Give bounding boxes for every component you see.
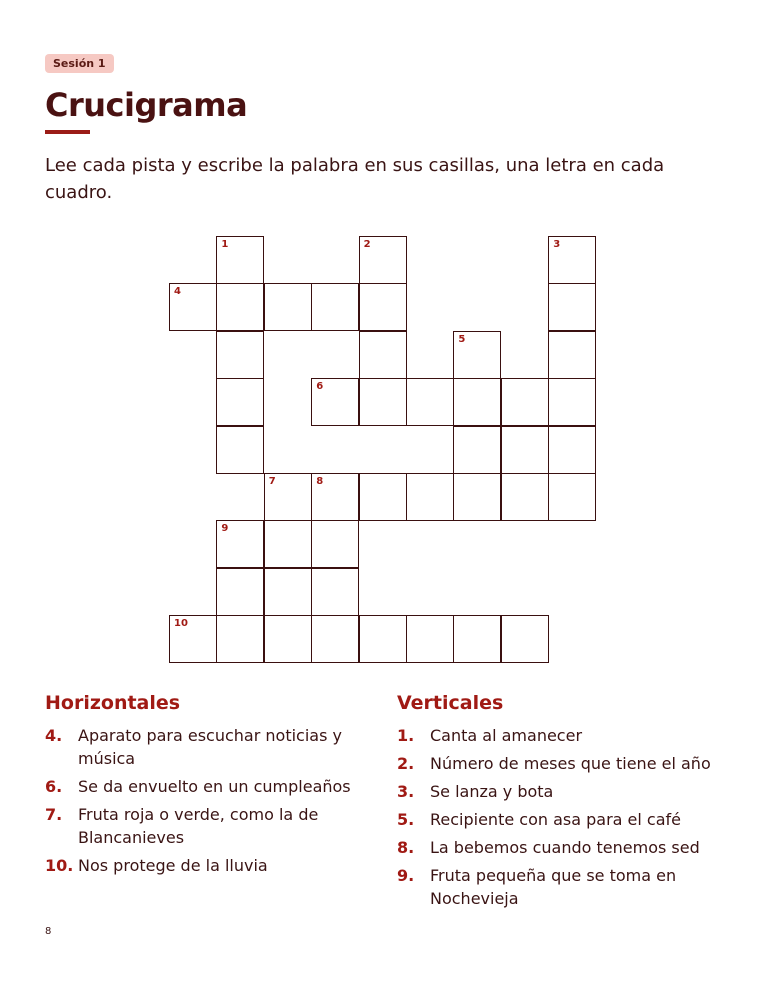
- clues-horizontal: [45, 692, 365, 882]
- clue-number: 8.: [397, 838, 415, 857]
- crossword-cell[interactable]: [216, 378, 264, 426]
- page-title: Crucigrama: [45, 86, 248, 124]
- crossword-cell[interactable]: [311, 283, 359, 331]
- cell-number: 8: [316, 476, 324, 487]
- crossword-cell[interactable]: [453, 426, 501, 474]
- crossword-cell[interactable]: [548, 331, 596, 379]
- clue-item: [397, 836, 727, 859]
- crossword-cell[interactable]: [453, 615, 501, 663]
- clue-number: 1.: [397, 726, 415, 745]
- clue-text: Número de meses que tiene el año: [430, 754, 711, 773]
- crossword-cell[interactable]: [406, 378, 454, 426]
- crossword-cell[interactable]: [548, 426, 596, 474]
- crossword-cell[interactable]: [216, 331, 264, 379]
- session-badge: Sesión 1: [45, 54, 114, 73]
- crossword-cell[interactable]: [359, 473, 407, 521]
- crossword-cell[interactable]: [501, 615, 549, 663]
- cell-number: 4: [174, 286, 181, 298]
- crossword-cell[interactable]: [264, 568, 312, 616]
- instructions: Lee cada pista y escribe la palabra en sus casillas, una letra en cada cuadro.: [45, 155, 665, 203]
- clue-item: [397, 780, 727, 803]
- crossword-cell[interactable]: [264, 473, 312, 521]
- crossword-cell[interactable]: [216, 426, 264, 474]
- crossword-cell[interactable]: [311, 615, 359, 663]
- clue-number: 3.: [397, 782, 415, 801]
- clue-item: [397, 724, 727, 747]
- crossword-cell[interactable]: [311, 473, 359, 521]
- clue-number: 4.: [45, 726, 63, 745]
- clue-number: 6.: [45, 777, 63, 796]
- clue-number: 7.: [45, 805, 63, 824]
- crossword-cell[interactable]: [501, 426, 549, 474]
- crossword-cell[interactable]: [264, 283, 312, 331]
- crossword-cell[interactable]: [169, 283, 217, 331]
- cell-number: 9: [221, 523, 229, 535]
- crossword-cell[interactable]: [548, 378, 596, 426]
- clues-horizontal-heading: Horizontales: [45, 692, 181, 714]
- crossword-cell[interactable]: [453, 378, 501, 426]
- crossword-cell[interactable]: [216, 568, 264, 616]
- title-underline: [45, 130, 90, 134]
- crossword-cell[interactable]: [264, 615, 312, 663]
- crossword-cell[interactable]: [501, 473, 549, 521]
- crossword-cell[interactable]: [264, 520, 312, 568]
- clue-number: 5.: [397, 810, 415, 829]
- crossword-cell[interactable]: [548, 473, 596, 521]
- clue-text: Nos protege de la lluvia: [78, 856, 268, 875]
- cell-number: 5: [458, 333, 466, 345]
- cell-number: 7: [268, 476, 276, 487]
- crossword-cell[interactable]: [359, 236, 407, 284]
- crossword-cell[interactable]: [359, 615, 407, 663]
- clue-item: [45, 854, 365, 877]
- clue-item: [397, 752, 727, 775]
- clue-text: Aparato para escuchar noticias y música: [78, 726, 342, 768]
- cell-number: 2: [363, 239, 371, 250]
- crossword-cell[interactable]: [216, 615, 264, 663]
- crossword-cell[interactable]: [501, 378, 549, 426]
- clue-item: [45, 803, 365, 849]
- crossword-cell[interactable]: [406, 473, 454, 521]
- crossword-cell[interactable]: [169, 615, 217, 663]
- crossword-cell[interactable]: [359, 283, 407, 331]
- clue-number: 10.: [45, 856, 74, 875]
- cell-number: 1: [221, 239, 229, 250]
- clue-text: Canta al amanecer: [430, 726, 583, 745]
- clue-text: Recipiente con asa para el café: [430, 810, 681, 829]
- clue-number: 9.: [397, 866, 415, 885]
- clue-text: Fruta roja o verde, como la de Blancanieves: [78, 805, 319, 847]
- cell-number: 10: [174, 618, 188, 630]
- cell-number: 3: [553, 239, 561, 250]
- crossword-cell[interactable]: [359, 378, 407, 426]
- crossword-cell[interactable]: [406, 615, 454, 663]
- crossword-cell[interactable]: [359, 331, 407, 379]
- clue-number: 2.: [397, 754, 415, 773]
- crossword-cell[interactable]: [311, 568, 359, 616]
- clues-vertical-heading: Verticales: [397, 692, 504, 714]
- clue-text: La bebemos cuando tenemos sed: [430, 838, 700, 857]
- crossword-cell[interactable]: [453, 473, 501, 521]
- crossword-cell[interactable]: [311, 520, 359, 568]
- clue-item: [397, 864, 727, 910]
- crossword-cell[interactable]: [311, 378, 359, 426]
- cell-number: 6: [316, 381, 324, 393]
- crossword-cell[interactable]: [216, 283, 264, 331]
- clues-vertical: [397, 692, 727, 915]
- page-number: 8: [45, 926, 52, 937]
- crossword-cell[interactable]: [548, 283, 596, 331]
- crossword-cell[interactable]: [453, 331, 501, 379]
- crossword-cell[interactable]: [216, 520, 264, 568]
- clue-text: Se lanza y bota: [430, 782, 554, 801]
- clue-item: [45, 775, 365, 798]
- clue-text: Se da envuelto en un cumpleaños: [78, 777, 351, 796]
- crossword-cell[interactable]: [216, 236, 264, 284]
- clue-text: Fruta pequeña que se toma en Nochevieja: [430, 866, 677, 908]
- clue-item: [397, 808, 727, 831]
- crossword-cell[interactable]: [548, 236, 596, 284]
- clue-item: [45, 724, 365, 770]
